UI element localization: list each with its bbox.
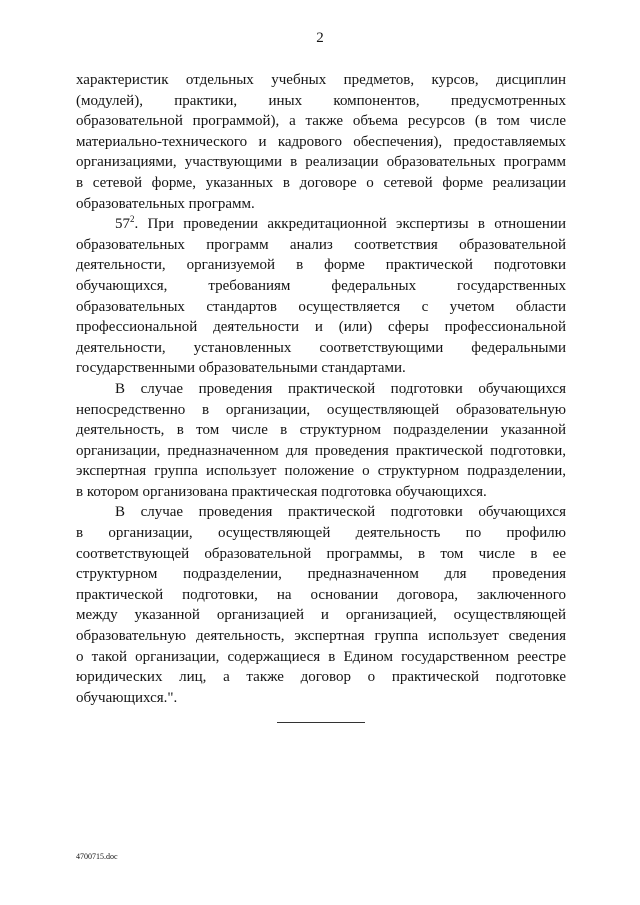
closing-divider (277, 722, 365, 723)
paragraph (76, 70, 566, 214)
text-line: профессиональной деятельности и (или) сферы профессиональной (76, 319, 566, 336)
text-line: образовательных стандартов осуществляется с учетом области (76, 298, 566, 315)
text-line: обучающихся, требованиям федеральных государственных (76, 277, 566, 294)
text-line: характеристик отдельных учебных предметов, курсов, дисциплин (76, 72, 566, 88)
text-line: экспертная группа использует положение о структурном подразделении, (76, 463, 566, 480)
page-number: 2 (316, 30, 324, 46)
text-line: непосредственно в организации, осуществляющей образовательную (76, 401, 566, 418)
text-line: о такой организации, содержащиеся в Едином государственном реестре (76, 648, 566, 665)
text-line: в организации, осуществляющей деятельность по профилю (76, 525, 566, 542)
text-line: деятельность, в том числе в структурном подразделении указанной (76, 422, 566, 439)
text-line: между указанной организацией и организацией, осуществляющей (76, 607, 566, 624)
text-line: деятельности, организуемой в форме практической подготовки (76, 257, 566, 274)
clause-superscript: 2 (130, 214, 135, 225)
text-line: В случае проведения практической подготовки обучающихся (115, 380, 566, 397)
text-line: в котором организована практическая подготовка обучающихся. (76, 483, 487, 500)
text-line: материально-технического и кадрового обеспечения), предоставляемых (76, 133, 566, 150)
document-file-reference: 4700715.doc (76, 852, 118, 861)
clause-first-line-text: . При проведении аккредитационной экспертизы в отношении (134, 216, 566, 233)
clause-number: 57 (115, 216, 130, 233)
text-line: в сетевой форме, указанных в договоре о сетевой форме реализации (76, 174, 566, 191)
text-line: образовательных программ анализ соответствия образовательной (76, 236, 566, 253)
document-body (76, 70, 566, 708)
text-line: образовательных программ. (76, 195, 255, 212)
paragraph (76, 379, 566, 503)
text-line: структурном подразделении, предназначенном для проведения (76, 566, 566, 583)
text-line: юридических лиц, а также договор о практической подготовке (76, 669, 566, 686)
clause-first-line (76, 214, 566, 235)
text-line: деятельности, установленных соответствующими федеральными (76, 339, 566, 356)
text-line: соответствующей образовательной программы, в том числе в ее (76, 545, 566, 562)
text-line: (модулей), практики, иных компонентов, предусмотренных (76, 92, 566, 109)
text-line: образовательную деятельность, экспертная группа использует сведения (76, 628, 566, 645)
text-line: государственными образовательными стандартами. (76, 360, 406, 377)
text-line: обучающихся.". (76, 689, 178, 706)
text-line: В случае проведения практической подготовки обучающихся (115, 504, 566, 521)
text-line: образовательной программой), а также объема ресурсов (в том числе (76, 113, 566, 130)
paragraph (76, 502, 566, 708)
text-line: практической подготовки, на основании договора, заключенного (76, 586, 566, 603)
text-line: организациями, участвующими в реализации образовательных программ (76, 154, 566, 171)
text-line: организации, предназначенном для проведения практической подготовки, (76, 442, 566, 459)
paragraph-clause-57-2 (76, 214, 566, 379)
